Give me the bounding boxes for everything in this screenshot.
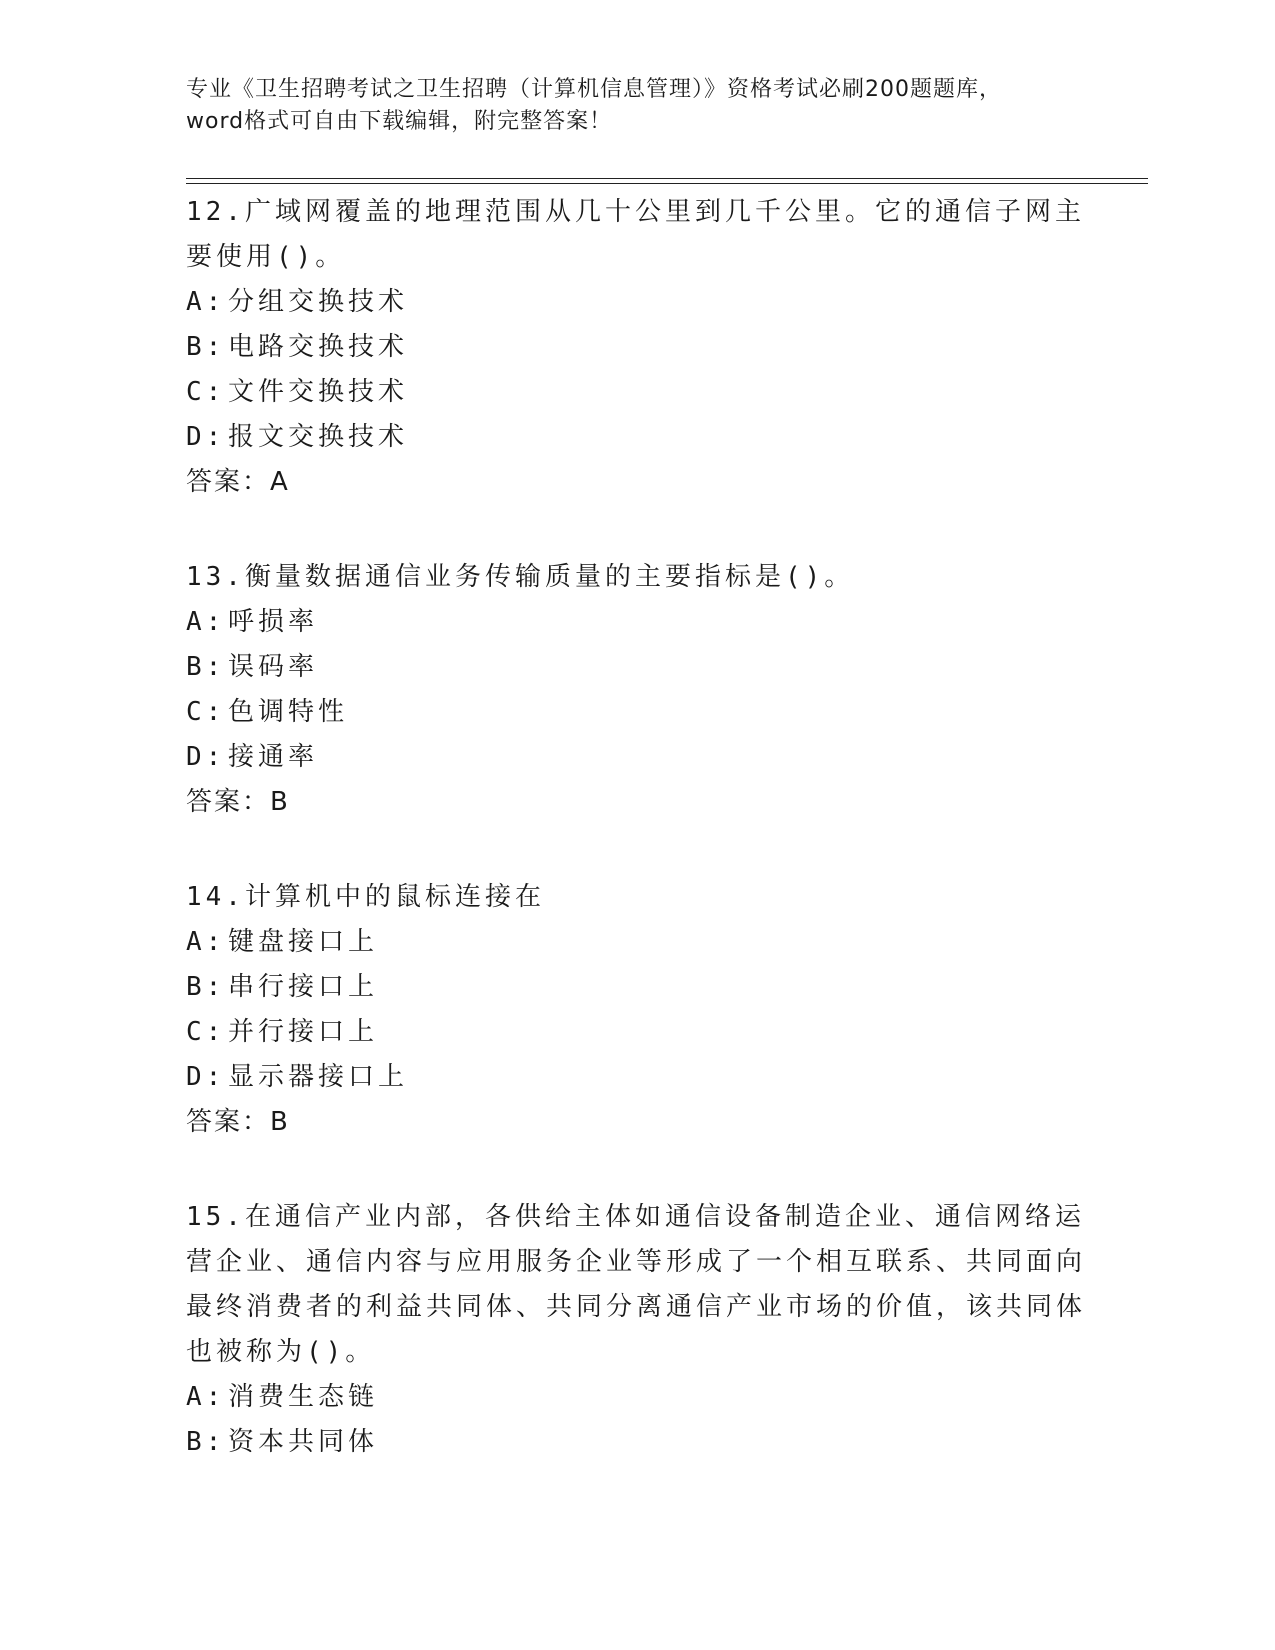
option-key: B: xyxy=(186,652,226,682)
header-divider xyxy=(186,178,1148,184)
option-text: 报文交换技术 xyxy=(228,422,409,452)
option-text: 色调特性 xyxy=(228,697,349,727)
option-key: A: xyxy=(186,607,226,637)
option-c xyxy=(186,690,1086,735)
option-text: 接通率 xyxy=(228,742,319,772)
header-line-1: 专业《卫生招聘考试之卫生招聘（计算机信息管理）》资格考试必刷200题题库， xyxy=(186,77,1002,102)
option-b xyxy=(186,1420,1086,1465)
option-text: 显示器接口上 xyxy=(228,1062,409,1092)
document-header xyxy=(186,74,1086,138)
answer-line: 答案：B xyxy=(186,787,290,817)
question-text: 13.衡量数据通信业务传输质量的主要指标是()。 xyxy=(186,562,855,592)
option-key: C: xyxy=(186,1017,226,1047)
option-key: B: xyxy=(186,332,226,362)
option-text: 分组交换技术 xyxy=(228,287,409,317)
question-13 xyxy=(186,555,1086,825)
option-a xyxy=(186,600,1086,645)
option-d xyxy=(186,415,1086,460)
option-key: A: xyxy=(186,1382,226,1412)
option-c xyxy=(186,1010,1086,1055)
option-text: 消费生态链 xyxy=(228,1382,379,1412)
option-key: A: xyxy=(186,287,226,317)
question-12 xyxy=(186,190,1086,505)
answer-line: 答案：A xyxy=(186,467,290,497)
option-text: 文件交换技术 xyxy=(228,377,409,407)
option-text: 资本共同体 xyxy=(228,1427,379,1457)
question-14 xyxy=(186,875,1086,1145)
option-key: D: xyxy=(186,742,226,772)
option-a xyxy=(186,280,1086,325)
option-text: 电路交换技术 xyxy=(228,332,409,362)
option-key: D: xyxy=(186,1062,226,1092)
option-key: B: xyxy=(186,972,226,1002)
option-a xyxy=(186,1375,1086,1420)
answer-line: 答案：B xyxy=(186,1107,290,1137)
option-b xyxy=(186,965,1086,1010)
question-list xyxy=(186,190,1086,1515)
option-key: C: xyxy=(186,377,226,407)
option-key: A: xyxy=(186,927,226,957)
option-text: 键盘接口上 xyxy=(228,927,379,957)
option-text: 误码率 xyxy=(228,652,319,682)
option-text: 串行接口上 xyxy=(228,972,379,1002)
question-text: 12.广域网覆盖的地理范围从几十公里到几千公里。它的通信子网主要使用()。 xyxy=(186,197,1085,272)
question-text: 14.计算机中的鼠标连接在 xyxy=(186,882,545,912)
option-key: C: xyxy=(186,697,226,727)
option-d xyxy=(186,735,1086,780)
option-d xyxy=(186,1055,1086,1100)
header-line-2: word格式可自由下载编辑，附完整答案！ xyxy=(186,109,613,134)
option-a xyxy=(186,920,1086,965)
option-c xyxy=(186,370,1086,415)
option-b xyxy=(186,645,1086,690)
option-text: 呼损率 xyxy=(228,607,319,637)
question-15 xyxy=(186,1195,1086,1465)
option-key: B: xyxy=(186,1427,226,1457)
option-b xyxy=(186,325,1086,370)
question-text: 15.在通信产业内部，各供给主体如通信设备制造企业、通信网络运营企业、通信内容与应用服务企业等形成了一个相互联系、共同面向最终消费者的利益共同体、共同分离通信产业市场的价值，该共同体也被称为()。 xyxy=(186,1202,1087,1367)
option-key: D: xyxy=(186,422,226,452)
option-text: 并行接口上 xyxy=(228,1017,379,1047)
